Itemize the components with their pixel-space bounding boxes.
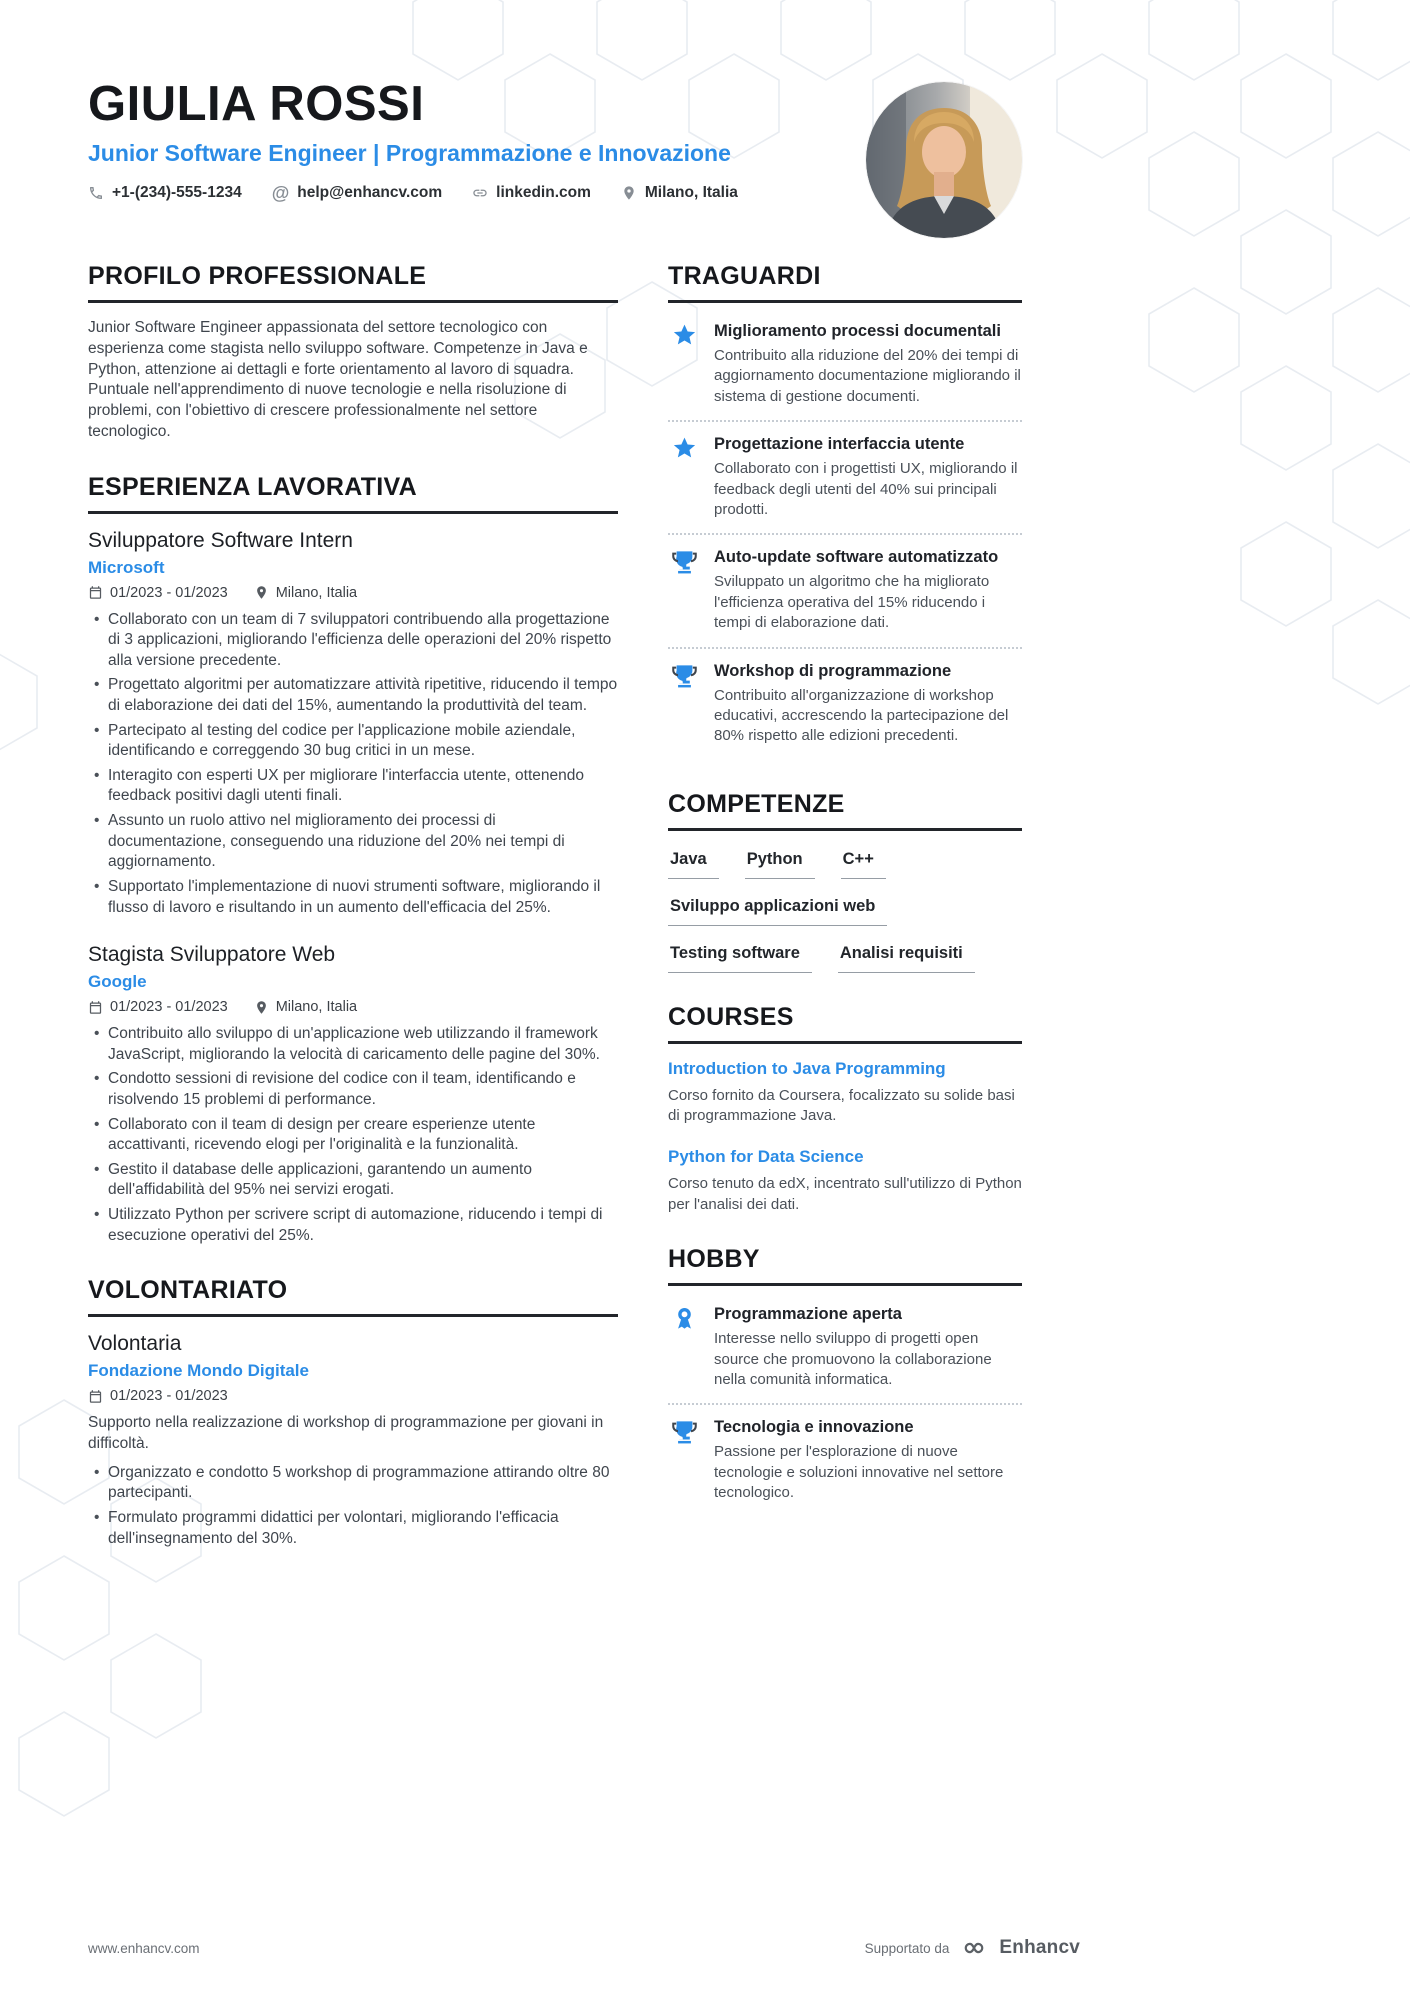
course-title: Python for Data Science [668,1147,864,1167]
hobby-list [668,1301,1022,1516]
bullet-item: • Utilizzato Python per scrivere script di automazione, riducendo i tempi di esecuzione operativi del 25%. [88,1205,618,1246]
job-role: Sviluppatore Software Intern [88,528,353,552]
volunteer-org: Fondazione Mondo Digitale [88,1361,309,1381]
job-location [254,585,357,601]
phone-contact[interactable] [88,184,242,202]
volunteer-section-heading: VOLONTARIATO [88,1276,618,1317]
bullet-list [88,610,618,919]
achievement-title: Workshop di programmazione [714,661,952,680]
bullet-item: • Assunto un ruolo attivo nel miglioramento dei processi di documentazione, conseguendo una riduzione del 20% nei tempi di aggiornamento. [88,811,618,873]
course-item [668,1147,1022,1215]
volunteer-role: Volontaria [88,1332,182,1356]
linkedin-contact[interactable] [472,184,591,202]
footer-site-link[interactable]: www.enhancv.com [88,1940,200,1956]
location-contact [621,184,738,202]
calendar-icon [88,1000,103,1015]
profile-summary: Junior Software Engineer appassionata del settore tecnologico con esperienza come stagista nello sviluppo software. Competenze in Java e Python, attenzione ai dettagli e forte orientamento al lavoro di squadra. Puntuale nell'apprendimento di nuove tecnologie e nella risoluzione di problemi, con l'obiettivo di crescere professionalmente nel settore tecnologico. [88,319,588,440]
hobby-section-heading: HOBBY [668,1245,1022,1286]
hobby-text: Interesse nello sviluppo di progetti open source che promuovono la collaborazione nella comunità informatica. [714,1330,992,1389]
job-location [254,999,357,1015]
achievement-text: Contribuito all'organizzazione di workshop educativi, accrescendo la partecipazione del 80% rispetto alle edizioni precedenti. [714,686,1009,745]
skill-item: Analisi requisiti [838,944,975,973]
bullet-item: • Supportato l'implementazione di nuovi strumenti software, migliorando il flusso di lavoro e risultando in un aumento dell'efficacia del 25%. [88,877,618,918]
section-volunteer [88,1276,618,1549]
achievement-title: Auto-update software automatizzato [714,548,999,567]
job-meta [88,585,618,601]
job-dates-text: 01/2023 - 01/2023 [110,584,228,601]
job-location-text: Milano, Italia [275,584,358,601]
linkedin-url: linkedin.com [496,184,591,201]
profile-section-heading: PROFILO PROFESSIONALE [88,262,618,303]
course-item [668,1059,1022,1127]
link-icon [472,185,488,201]
achievement-text: Contribuito alla riduzione del 20% dei tempi di aggiornamento documentazione migliorando il sistema di gestione documenti. [714,347,1021,405]
location-icon [254,585,269,600]
job-dates-text: 01/2023 - 01/2023 [110,999,228,1016]
medal-icon [671,1305,698,1332]
bullet-item: • Organizzato e condotto 5 workshop di programmazione attirando oltre 80 partecipanti. [88,1463,618,1504]
skill-item: Testing software [668,944,812,973]
job-meta [88,999,618,1015]
star-icon [671,435,698,462]
skills-list [668,846,1022,973]
candidate-name: GIULIA ROSSI [88,77,425,131]
achievements-list [668,318,1022,760]
trophy-icon [671,662,698,689]
job-dates [88,999,228,1015]
section-profile [88,262,618,443]
powered-by [865,1937,1080,1959]
course-description: Corso fornito da Coursera, focalizzato su solide basi di programmazione Java. [668,1086,1015,1125]
achievements-section-heading: TRAGUARDI [668,262,1022,303]
bullet-item: • Partecipato al testing del codice per l'applicazione mobile aziendale, identificando e correggendo 30 bug critici in un mese. [88,721,618,762]
courses-list [668,1059,1022,1216]
resume-header [88,76,1022,262]
email-contact[interactable] [272,184,442,202]
section-skills [668,790,1022,973]
hobby-title: Programmazione aperta [714,1305,902,1324]
volunteer-dates [88,1388,228,1404]
volunteer-summary: Supporto nella realizzazione di workshop di programmazione per giovani in difficoltà. [88,1414,604,1452]
bullet-item: • Collaborato con un team di 7 sviluppatori contribuendo alla progettazione di 3 applicazioni, migliorando l'efficienza delle operazioni del 20% rispetto alla versione precedente. [88,610,618,672]
job-entry-google [88,943,618,1246]
achievement-item [668,318,1022,420]
location-icon [254,1000,269,1015]
skill-item: Java [668,850,719,879]
email-icon: @ [271,183,290,203]
job-role: Stagista Sviluppatore Web [88,943,336,967]
job-dates [88,585,228,601]
location-text: Milano, Italia [644,184,738,201]
page-footer [88,1937,1080,1959]
trophy-icon [671,1418,698,1445]
job-location-text: Milano, Italia [275,999,358,1016]
calendar-icon [88,1389,103,1404]
achievement-title: Progettazione interfaccia utente [714,435,965,454]
bullet-item: • Progettato algoritmi per automatizzare attività ripetitive, riducendo il tempo di elaborazione dei dati del 15%, aumentando la produttività del team. [88,675,618,716]
bullet-item: • Contribuito allo sviluppo di un'applicazione web utilizzando il framework JavaScript, migliorando la velocità di caricamento delle pagine del 30%. [88,1024,618,1065]
right-column [668,262,1022,1547]
enhancv-logo-text[interactable]: Enhancv [999,1937,1080,1958]
section-experience [88,473,618,1247]
job-company: Google [88,972,147,992]
hobby-title: Tecnologia e innovazione [714,1418,914,1437]
section-courses [668,1003,1022,1216]
job-entry-microsoft [88,529,618,919]
volunteer-dates-text: 01/2023 - 01/2023 [110,1388,228,1405]
achievement-item [668,647,1022,760]
course-title: Introduction to Java Programming [668,1058,946,1078]
candidate-title: Junior Software Engineer | Programmazione e Innovazione [88,140,731,166]
bullet-item: • Condotto sessioni di revisione del codice con il team, identificando e risolvendo 15 problemi di performance. [88,1069,618,1110]
trophy-icon [671,548,698,575]
bullet-item: • Formulato programmi didattici per volontari, migliorando l'efficacia dell'insegnamento del 30%. [88,1508,618,1549]
phone-icon [88,185,104,201]
section-achievements [668,262,1022,760]
bullet-item: • Interagito con esperti UX per migliorare l'interfaccia utente, ottenendo feedback positivi dagli utenti finali. [88,766,618,807]
hobby-item [668,1301,1022,1403]
calendar-icon [88,585,103,600]
achievement-item [668,420,1022,533]
skills-section-heading: COMPETENZE [668,790,1022,831]
courses-section-heading: COURSES [668,1003,1022,1044]
skill-item: C++ [841,850,886,879]
skill-item: Sviluppo applicazioni web [668,897,887,926]
profile-photo [866,82,1022,238]
powered-by-label: Supportato da [864,1940,950,1956]
experience-section-heading: ESPERIENZA LAVORATIVA [88,473,618,514]
section-hobby [668,1245,1022,1516]
enhancv-logo-icon [959,1937,989,1959]
email-address: help@enhancv.com [297,184,443,201]
volunteer-meta [88,1388,618,1404]
course-description: Corso tenuto da edX, incentrato sull'utilizzo di Python per l'analisi dei dati. [668,1175,1022,1213]
hobby-text: Passione per l'esplorazione di nuove tecnologie e soluzioni innovative nel settore tecnologico. [714,1443,1004,1502]
volunteer-entry [88,1332,618,1549]
bullet-list [88,1024,618,1246]
bullet-list [88,1463,618,1549]
achievement-item [668,533,1022,646]
hobby-item [668,1403,1022,1516]
star-icon [671,322,698,349]
bullet-item: • Gestito il database delle applicazioni, garantendo un aumento dell'affidabilità del 95% nei servizi erogati. [88,1160,618,1201]
location-icon [621,185,637,201]
phone-number: +1-(234)-555-1234 [112,184,242,201]
left-column [88,262,618,1579]
achievement-title: Miglioramento processi documentali [714,322,1001,340]
skill-item: Python [745,850,815,879]
job-company: Microsoft [88,557,165,577]
bullet-item: • Collaborato con il team di design per creare esperienze utente accattivanti, ricevendo elogi per l'originalità e la funzionalità. [88,1115,618,1156]
achievement-text: Collaborato con i progettisti UX, migliorando il feedback degli utenti del 40% sui principali prodotti. [714,460,1018,518]
achievement-text: Sviluppato un algoritmo che ha migliorato l'efficienza operativa del 15% riducendo i tempi di elaborazione dati. [714,573,990,632]
